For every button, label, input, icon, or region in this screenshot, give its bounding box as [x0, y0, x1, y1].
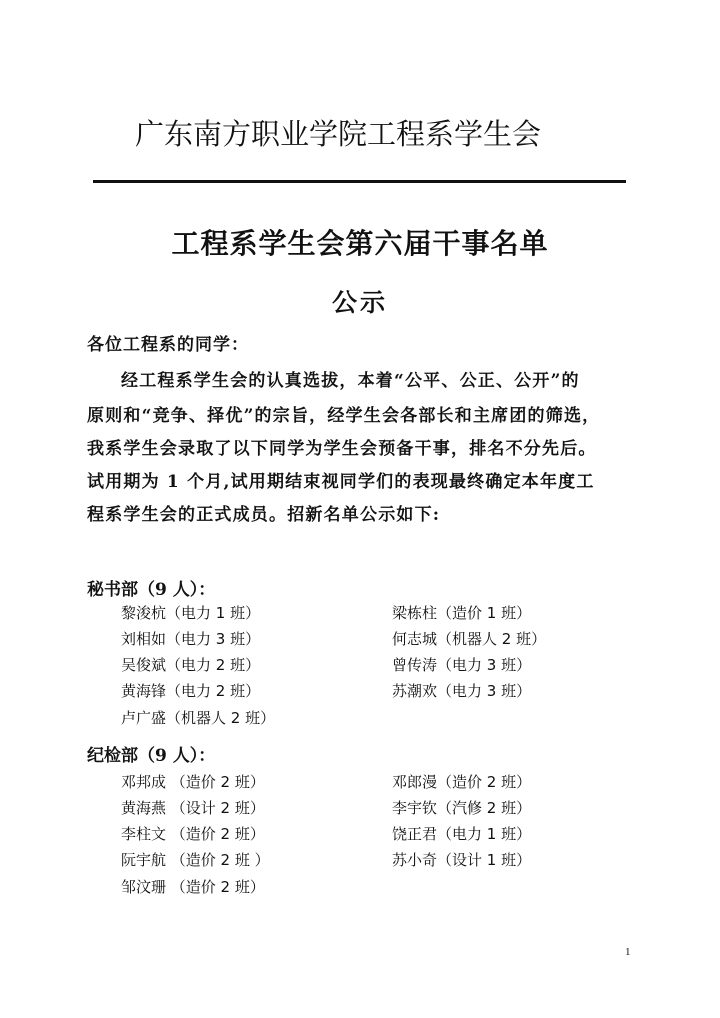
member-entry: 邹汶珊 （造价 2 班） — [121, 878, 265, 896]
member-entry: 饶正君（电力 1 班） — [392, 825, 532, 843]
body-paragraph-line: 试用期为 1 个月,试用期结束视同学们的表现最终确定本年度工 — [87, 472, 595, 492]
body-paragraph-line: 原则和“竞争、择优”的宗旨，经学生会各部长和主席团的筛选， — [87, 406, 601, 426]
body-paragraph-line: 程系学生会的正式成员。招新名单公示如下: — [87, 505, 441, 525]
member-entry: 曾传涛（电力 3 班） — [392, 656, 532, 674]
body-paragraph-line: 经工程系学生会的认真选拔，本着“公平、公正、公开”的 — [121, 371, 580, 391]
section-heading-discipline: 纪检部（9 人）： — [87, 746, 216, 766]
member-entry: 李柱文 （造价 2 班） — [121, 825, 265, 843]
document-subtitle: 公示 — [331, 288, 388, 317]
member-entry: 黄海锋（电力 2 班） — [121, 682, 261, 700]
header-divider — [93, 180, 626, 183]
section-heading-secretariat: 秘书部（9 人）： — [87, 580, 216, 600]
body-paragraph-line: 我系学生会录取了以下同学为学生会预备干事，排名不分先后。 — [87, 439, 597, 459]
member-entry: 卢广盛（机器人 2 班） — [121, 709, 276, 727]
member-entry: 吴俊斌（电力 2 班） — [121, 656, 261, 674]
member-entry: 阮宇航 （造价 2 班 ） — [121, 851, 270, 869]
page-number: 1 — [625, 946, 631, 958]
member-entry: 邓邦成 （造价 2 班） — [121, 773, 265, 791]
member-entry: 黄海燕 （设计 2 班） — [121, 799, 265, 817]
member-entry: 苏小奇（设计 1 班） — [392, 851, 532, 869]
member-entry: 黎浚杭（电力 1 班） — [121, 604, 261, 622]
member-entry: 刘相如（电力 3 班） — [121, 630, 261, 648]
member-entry: 梁栋柱（造价 1 班） — [392, 604, 532, 622]
member-entry: 苏潮欢（电力 3 班） — [392, 682, 532, 700]
member-entry: 李宇钦（汽修 2 班） — [392, 799, 532, 817]
member-entry: 何志城（机器人 2 班） — [392, 630, 547, 648]
document-title: 工程系学生会第六届干事名单 — [171, 227, 549, 260]
salutation: 各位工程系的同学： — [87, 335, 249, 355]
member-entry: 邓郎漫（造价 2 班） — [392, 773, 532, 791]
organization-header: 广东南方职业学院工程系学生会 — [135, 117, 542, 151]
